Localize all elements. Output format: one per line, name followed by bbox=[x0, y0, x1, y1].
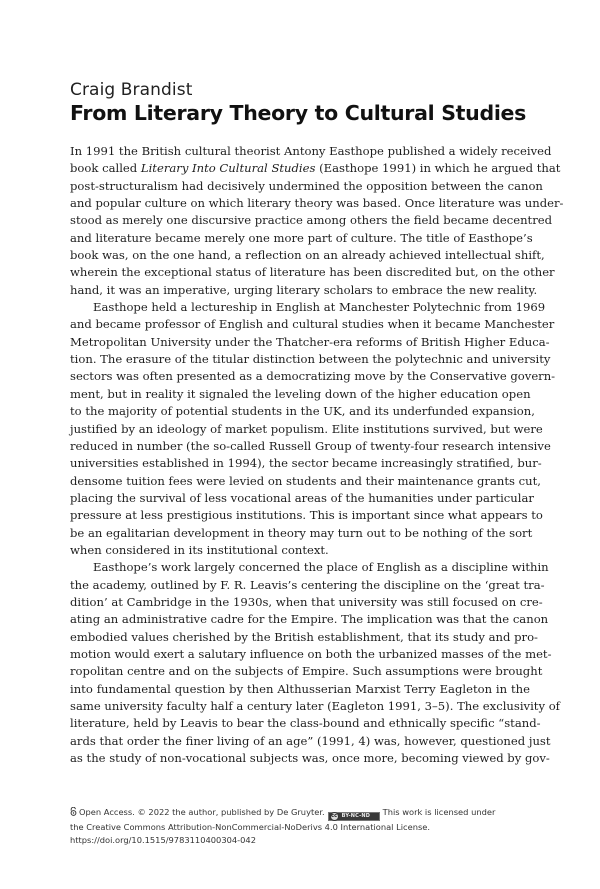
body-text-line: book called Literary Into Cultural Studies (Easthope 1991) in which he argued that bbox=[70, 161, 561, 176]
body-text-line: universities established in 1994), the sector became increasingly stratified, bur- bbox=[70, 456, 542, 471]
body-text-line: literature, held by Leavis to bear the class-bound and ethnically specific “stand- bbox=[70, 716, 541, 731]
body-text-line: pressure at less prestigious institutions. This is important since what appears to bbox=[70, 508, 543, 523]
cc-license-type: BY-NC-ND bbox=[341, 813, 371, 820]
body-text-line: into fundamental question by then Althusserian Marxist Terry Eagleton in the bbox=[70, 681, 530, 696]
body-text-line: Easthope held a lectureship in English at Manchester Polytechnic from 1969 bbox=[93, 300, 546, 315]
open-access-lock-icon bbox=[70, 807, 77, 816]
body-text-line: hand, it was an imperative, urging literary scholars to embrace the new reality. bbox=[70, 282, 538, 297]
open-access-footer bbox=[70, 806, 540, 846]
body-text-line: Easthope’s work largely concerned the place of English as a discipline within bbox=[93, 560, 549, 575]
body-text-line: and became professor of English and cultural studies when it became Manchester bbox=[70, 317, 555, 332]
body-text-line: wherein the exceptional status of literature has been discredited but, on the other bbox=[70, 265, 555, 280]
body-text-line: sectors was often presented as a democratizing move by the Conservative govern- bbox=[70, 369, 556, 384]
chapter-body bbox=[70, 143, 564, 767]
body-text-line: motion would exert a salutary influence on both the urbanized masses of the met- bbox=[70, 646, 552, 661]
body-text-line: ating an administrative cadre for the Empire. The implication was that the canon bbox=[70, 612, 549, 627]
body-text-line: reduced in number (the so-called Russell Group of twenty-four research intensive bbox=[70, 438, 551, 453]
body-text-line: densome tuition fees were levied on students and their maintenance grants cut, bbox=[70, 473, 541, 488]
body-text-line: stood as merely one discursive practice among others the field became decentred bbox=[70, 213, 553, 228]
footer-line-2: the Creative Commons Attribution-NonCommercial-NoDerivs 4.0 International License. bbox=[70, 822, 431, 832]
body-text-line: to the majority of potential students in the UK, and its underfunded expansion, bbox=[70, 404, 535, 419]
cc-license-badge[interactable] bbox=[328, 812, 380, 821]
body-text-line: same university faculty half a century later (Eagleton 1991, 3–5). The exclusivity of bbox=[70, 699, 560, 713]
body-text-line: ropolitan centre and on the subjects of Empire. Such assumptions were brought bbox=[70, 664, 543, 679]
body-text-line: as the study of non-vocational subjects was, once more, becoming viewed by gov- bbox=[70, 751, 550, 766]
chapter-author: Craig Brandist bbox=[70, 80, 193, 100]
body-text-line: when considered in its institutional context. bbox=[70, 542, 329, 557]
body-text-line: Metropolitan University under the Thatcher-era reforms of British Higher Educa- bbox=[70, 334, 550, 349]
doi-link[interactable]: https://doi.org/10.1515/9783110400304-042 bbox=[70, 834, 256, 845]
body-text-line: the academy, outlined by F. R. Leavis’s centering the discipline on the ‘great tra- bbox=[70, 577, 545, 592]
body-text-line: and literature became merely one more part of culture. The title of Easthope’s bbox=[70, 230, 533, 245]
body-text-line: justified by an ideology of market populism. Elite institutions survived, but were bbox=[70, 421, 543, 436]
footer-line-1 bbox=[70, 806, 540, 821]
body-text-line: post-structuralism had decisively undermined the opposition between the canon bbox=[70, 178, 543, 193]
open-access-statement: Open Access. © 2022 the author, published by De Gruyter. bbox=[79, 807, 325, 817]
body-text-line: dition’ at Cambridge in the 1930s, when that university was still focused on cre- bbox=[70, 594, 543, 609]
license-statement: This work is licensed under bbox=[382, 807, 496, 817]
body-text-line: placing the survival of less vocational areas of the humanities under particular bbox=[70, 490, 534, 505]
body-text-line: book was, on the one hand, a reflection on an already achieved intellectual shift, bbox=[70, 248, 545, 263]
body-text-line: In 1991 the British cultural theorist Antony Easthope published a widely received bbox=[70, 144, 552, 158]
body-text-line: embodied values cherished by the British establishment, that its study and pro- bbox=[70, 629, 538, 644]
chapter-title: From Literary Theory to Cultural Studies bbox=[70, 101, 527, 125]
book-title-italic: Literary Into Cultural Studies bbox=[140, 161, 316, 176]
body-text-line: ards that order the finer living of an age” (1991, 4) was, however, questioned just bbox=[70, 733, 551, 748]
body-text-line: and popular culture on which literary theory was based. Once literature was under- bbox=[70, 196, 564, 211]
body-text-line: ment, but in reality it signaled the leveling down of the higher education open bbox=[70, 386, 531, 401]
body-text-line: be an egalitarian development in theory may turn out to be nothing of the sort bbox=[70, 525, 533, 540]
body-text-line: tion. The erasure of the titular distinction between the polytechnic and university bbox=[70, 352, 551, 367]
cc-icon: cc bbox=[331, 813, 338, 819]
